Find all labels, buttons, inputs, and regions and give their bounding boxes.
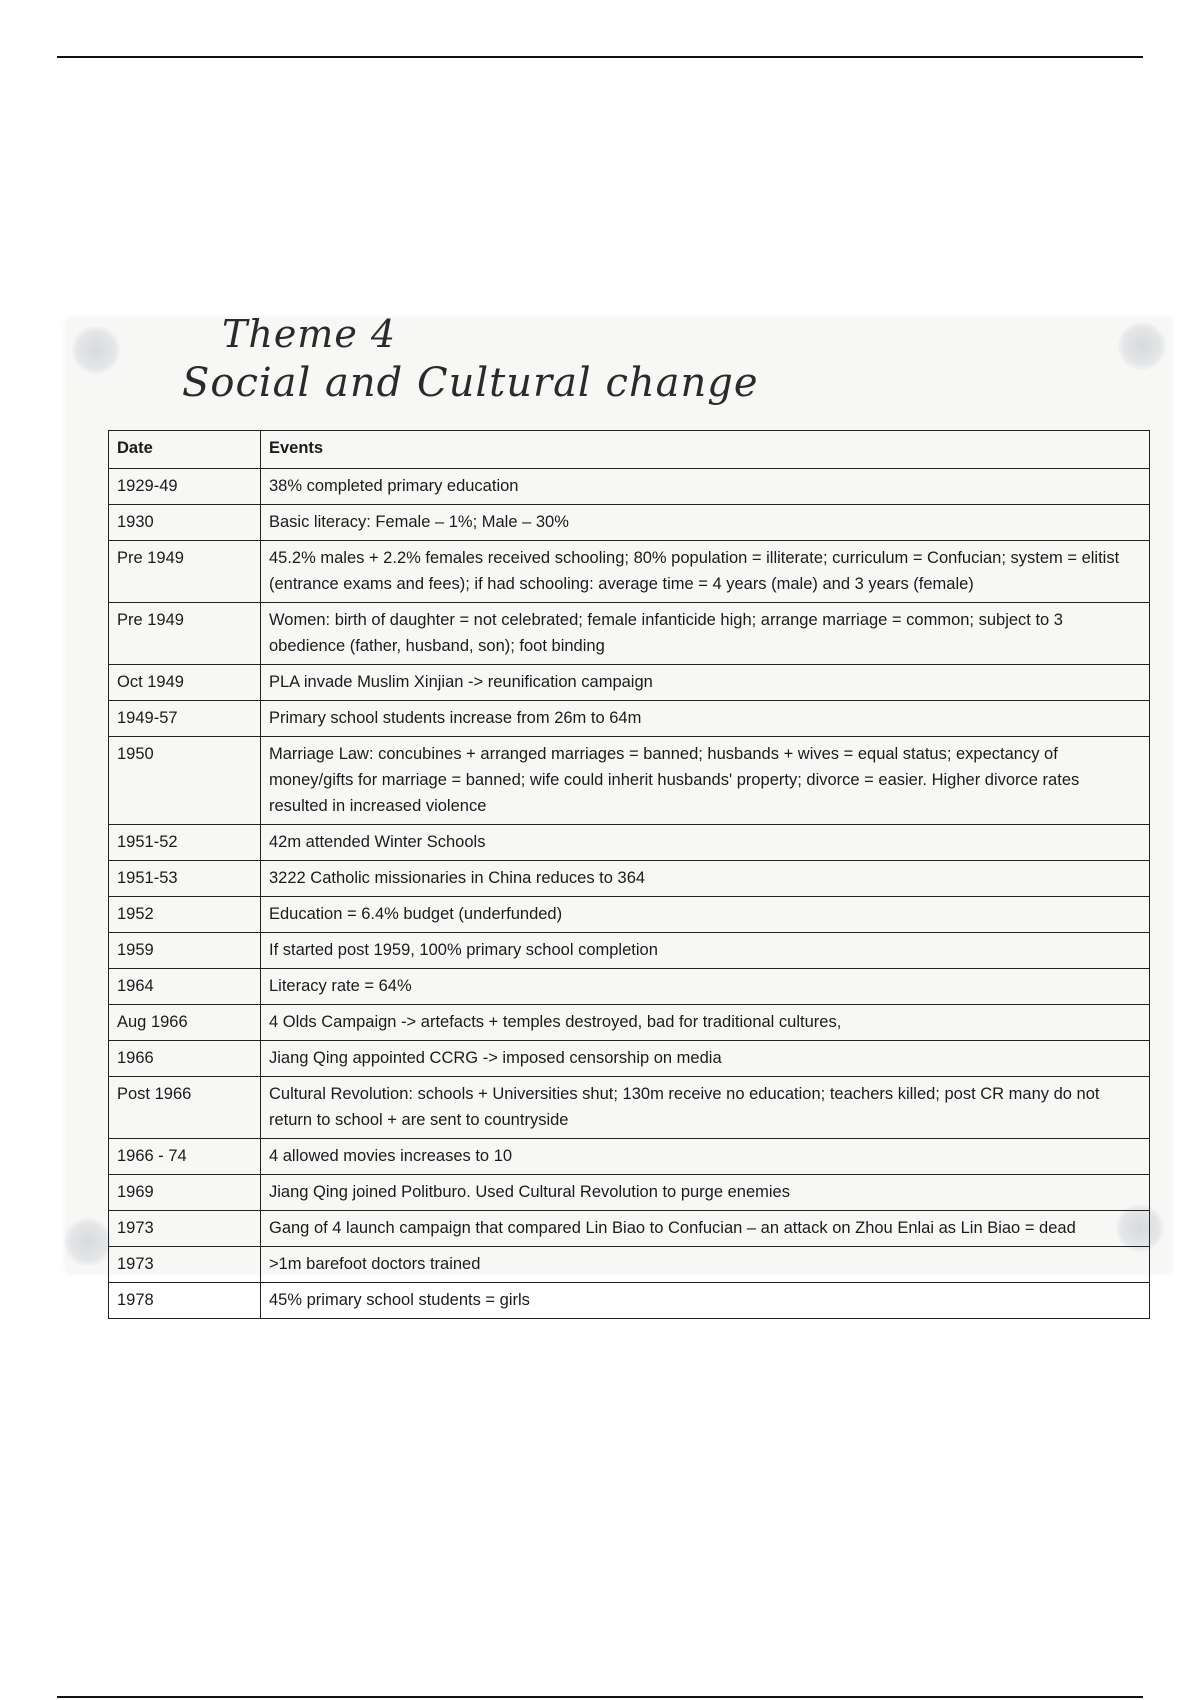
table-row <box>109 701 1150 737</box>
table-row <box>109 969 1150 1005</box>
row-event: Basic literacy: Female – 1%; Male – 30% <box>261 505 1150 541</box>
table-row <box>109 1041 1150 1077</box>
row-event: 4 Olds Campaign -> artefacts + temples destroyed, bad for traditional cultures, <box>261 1005 1150 1041</box>
tape-mark <box>72 326 120 374</box>
row-event: Marriage Law: concubines + arranged marriages = banned; husbands + wives = equal status; expectancy of money/gifts for marriage = banned; wife could inherit husbands' property; divorce = easier. Higher divorce rates resulted in increased violence <box>261 737 1150 825</box>
table-header-row <box>109 431 1150 469</box>
tape-mark <box>1118 322 1166 370</box>
table-row <box>109 1005 1150 1041</box>
handwritten-title: Theme 4 <box>222 312 397 356</box>
row-date: 1930 <box>109 505 261 541</box>
table-row <box>109 1247 1150 1283</box>
table-row <box>109 1211 1150 1247</box>
row-event: Jiang Qing appointed CCRG -> imposed censorship on media <box>261 1041 1150 1077</box>
row-date: 1969 <box>109 1175 261 1211</box>
row-event: If started post 1959, 100% primary school completion <box>261 933 1150 969</box>
row-event: 45.2% males + 2.2% females received schooling; 80% population = illiterate; curriculum = Confucian; system = elitist (entrance exams and fees); if had schooling: average time = 4 years (male) and 3 years (female) <box>261 541 1150 603</box>
row-event: 45% primary school students = girls <box>261 1283 1150 1319</box>
row-event: Women: birth of daughter = not celebrated; female infanticide high; arrange marriage = common; subject to 3 obedience (father, husband, son); foot binding <box>261 603 1150 665</box>
table-row <box>109 933 1150 969</box>
table-row <box>109 603 1150 665</box>
row-date: 1973 <box>109 1211 261 1247</box>
date-column-header: Date <box>109 431 261 469</box>
row-date: Pre 1949 <box>109 541 261 603</box>
table-row <box>109 1077 1150 1139</box>
row-event: 42m attended Winter Schools <box>261 825 1150 861</box>
top-rule <box>57 56 1143 58</box>
row-event: 38% completed primary education <box>261 469 1150 505</box>
row-date: 1949-57 <box>109 701 261 737</box>
row-date: 1959 <box>109 933 261 969</box>
table-row <box>109 505 1150 541</box>
table-row <box>109 1175 1150 1211</box>
table-row <box>109 1283 1150 1319</box>
row-date: 1950 <box>109 737 261 825</box>
row-event: Education = 6.4% budget (underfunded) <box>261 897 1150 933</box>
row-event: Jiang Qing joined Politburo. Used Cultural Revolution to purge enemies <box>261 1175 1150 1211</box>
table-row <box>109 861 1150 897</box>
row-event: >1m barefoot doctors trained <box>261 1247 1150 1283</box>
row-date: 1966 <box>109 1041 261 1077</box>
row-event: Literacy rate = 64% <box>261 969 1150 1005</box>
row-event: 4 allowed movies increases to 10 <box>261 1139 1150 1175</box>
handwritten-subtitle: Social and Cultural change <box>182 360 759 406</box>
row-date: 1973 <box>109 1247 261 1283</box>
table-row <box>109 825 1150 861</box>
events-column-header: Events <box>261 431 1150 469</box>
row-event: 3222 Catholic missionaries in China reduces to 364 <box>261 861 1150 897</box>
table-row <box>109 897 1150 933</box>
row-event: PLA invade Muslim Xinjian -> reunification campaign <box>261 665 1150 701</box>
row-date: 1951-53 <box>109 861 261 897</box>
row-date: 1978 <box>109 1283 261 1319</box>
table-row <box>109 737 1150 825</box>
row-date: 1952 <box>109 897 261 933</box>
row-event: Primary school students increase from 26m to 64m <box>261 701 1150 737</box>
tape-mark <box>64 1218 112 1266</box>
table-row <box>109 541 1150 603</box>
row-date: 1929-49 <box>109 469 261 505</box>
row-date: 1951-52 <box>109 825 261 861</box>
row-event: Cultural Revolution: schools + Universities shut; 130m receive no education; teachers killed; post CR many do not return to school + are sent to countryside <box>261 1077 1150 1139</box>
row-date: 1964 <box>109 969 261 1005</box>
row-event: Gang of 4 launch campaign that compared Lin Biao to Confucian – an attack on Zhou Enlai as Lin Biao = dead <box>261 1211 1150 1247</box>
table-row <box>109 469 1150 505</box>
events-table <box>108 430 1150 1319</box>
row-date: Aug 1966 <box>109 1005 261 1041</box>
row-date: Oct 1949 <box>109 665 261 701</box>
table-row <box>109 665 1150 701</box>
row-date: Post 1966 <box>109 1077 261 1139</box>
table-row <box>109 1139 1150 1175</box>
row-date: Pre 1949 <box>109 603 261 665</box>
row-date: 1966 - 74 <box>109 1139 261 1175</box>
bottom-rule <box>57 1696 1143 1698</box>
